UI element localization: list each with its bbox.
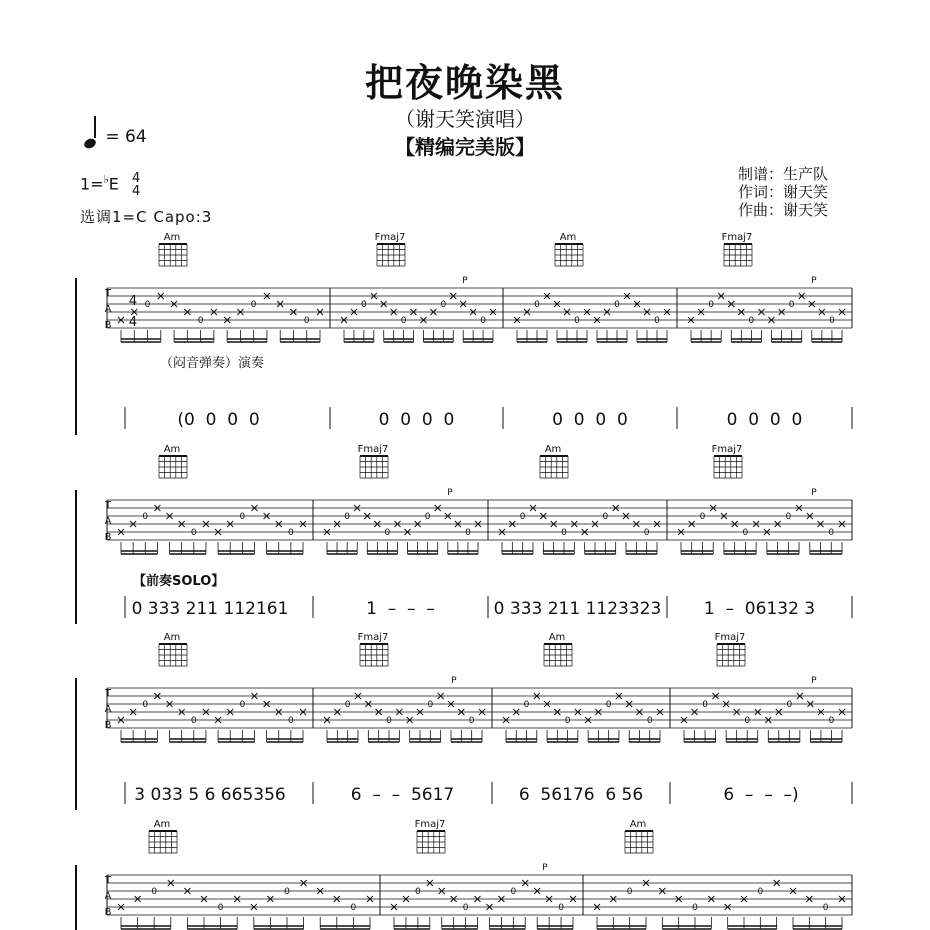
tab-fret-number: 0 <box>344 700 351 710</box>
tab-time-top: 4 <box>128 294 138 309</box>
intro-label: （闷音弹奏）演奏 <box>160 356 265 371</box>
tab-fret-number: 0 <box>303 316 310 326</box>
chord-name: Fmaj7 <box>711 444 743 455</box>
chord-name: Fmaj7 <box>374 232 406 243</box>
tab-clef-b: B <box>104 720 112 731</box>
jianpu-measure: 0 0 0 0 <box>726 410 803 430</box>
tab-clef-a: A <box>104 891 112 902</box>
chord-name: Am <box>544 444 562 455</box>
tab-fret-number: 0 <box>561 528 567 538</box>
tab-fret-number: 0 <box>742 528 749 538</box>
tab-fret-number: 0 <box>440 300 447 310</box>
jianpu-measure: 1 – 06132 3 <box>703 599 816 619</box>
jianpu-measure: 6 – – 5617 <box>350 785 455 805</box>
pull-off-mark: P <box>462 276 468 286</box>
pull-off-mark: P <box>811 276 817 286</box>
tab-fret-number: 0 <box>510 887 517 897</box>
key-note: E <box>108 174 119 194</box>
tab-fret-number: 0 <box>217 903 224 913</box>
credit-lyricist: 作词：谢天笑 <box>738 183 829 201</box>
tab-clef-a: A <box>104 516 112 527</box>
tab-fret-number: 0 <box>284 887 290 897</box>
tab-clef-a: A <box>104 304 112 315</box>
tab-fret-number: 0 <box>465 528 471 538</box>
pull-off-mark: P <box>811 488 817 498</box>
tab-fret-number: 0 <box>692 903 698 913</box>
tab-fret-number: 0 <box>702 700 708 710</box>
tab-fret-number: 0 <box>427 700 434 710</box>
tab-fret-number: 0 <box>699 512 706 522</box>
tab-fret-number: 0 <box>744 716 751 726</box>
tab-fret-number: 0 <box>197 316 204 326</box>
tab-fret-number: 0 <box>574 316 580 326</box>
song-singer: （谢天笑演唱） <box>395 107 535 131</box>
chord-name: Fmaj7 <box>714 632 746 643</box>
tab-fret-number: 0 <box>828 716 835 726</box>
tab-fret-number: 0 <box>519 512 526 522</box>
chord-name: Fmaj7 <box>357 632 389 643</box>
tab-fret-number: 0 <box>287 716 294 726</box>
tab-fret-number: 0 <box>654 316 660 326</box>
pull-off-mark: P <box>542 863 548 873</box>
tab-fret-number: 0 <box>144 300 151 310</box>
chord-name: Am <box>629 819 647 830</box>
tab-fret-number: 0 <box>250 300 257 310</box>
time-bottom: 4 <box>132 184 141 199</box>
jianpu-measure: (0 0 0 0 <box>177 410 260 430</box>
tab-fret-number: 0 <box>646 716 653 726</box>
jianpu-measure: 0 333 211 1123323 <box>493 599 662 619</box>
pull-off-mark: P <box>451 676 457 686</box>
flat-sign: ♭ <box>103 173 109 187</box>
tab-clef-b: B <box>104 907 112 918</box>
tab-fret-number: 0 <box>468 716 475 726</box>
credit-arranger: 制谱：生产队 <box>738 165 829 183</box>
chord-name: Am <box>559 232 577 243</box>
chord-name: Am <box>163 444 181 455</box>
tab-fret-number: 0 <box>788 300 795 310</box>
tab-clef-t: T <box>104 288 112 299</box>
jianpu-measure: 0 0 0 0 <box>552 410 628 430</box>
tab-clef-b: B <box>104 532 112 543</box>
tempo-value: = 64 <box>105 127 147 147</box>
tab-fret-number: 0 <box>643 528 650 538</box>
jianpu-measure: 1 – – – <box>366 599 435 619</box>
tab-fret-number: 0 <box>414 887 421 897</box>
tab-fret-number: 0 <box>400 316 407 326</box>
capo-info: 选调1=C Capo:3 <box>80 208 213 226</box>
jianpu-measure: 0 333 211 112161 <box>131 599 289 619</box>
tab-clef-t: T <box>104 688 112 699</box>
tab-fret-number: 0 <box>239 700 246 710</box>
tab-fret-number: 0 <box>605 700 612 710</box>
solo-label: 【前奏SOLO】 <box>133 574 225 589</box>
song-title: 把夜晚染黑 <box>364 61 565 105</box>
tab-fret-number: 0 <box>386 716 392 726</box>
time-top: 4 <box>132 171 141 186</box>
tab-fret-number: 0 <box>424 512 431 522</box>
chord-name: Fmaj7 <box>357 444 389 455</box>
tab-fret-number: 0 <box>786 700 793 710</box>
tab-fret-number: 0 <box>344 512 351 522</box>
song-edition: 【精编完美版】 <box>395 135 535 159</box>
chord-name: Am <box>163 632 181 643</box>
tab-fret-number: 0 <box>360 300 367 310</box>
tab-fret-number: 0 <box>614 300 620 310</box>
tab-fret-number: 0 <box>829 316 835 326</box>
tab-fret-number: 0 <box>480 316 486 326</box>
chord-name: Fmaj7 <box>414 819 446 830</box>
tab-fret-number: 0 <box>523 700 530 710</box>
tab-fret-number: 0 <box>785 512 792 522</box>
pull-off-mark: P <box>447 488 453 498</box>
tab-fret-number: 0 <box>828 528 835 538</box>
tab-fret-number: 0 <box>142 512 149 522</box>
jianpu-measure: 3 033 5 6 665356 <box>134 785 286 805</box>
tab-fret-number: 0 <box>462 903 469 913</box>
tab-fret-number: 0 <box>190 716 197 726</box>
tab-fret-number: 0 <box>384 528 391 538</box>
tab-fret-number: 0 <box>534 300 540 310</box>
tab-fret-number: 0 <box>558 903 564 913</box>
tab-fret-number: 0 <box>748 316 755 326</box>
tab-fret-number: 0 <box>757 887 764 897</box>
tab-fret-number: 0 <box>151 887 158 897</box>
chord-name: Am <box>548 632 566 643</box>
tab-time-bottom: 4 <box>128 315 138 330</box>
jianpu-measure: 6 56176 6 56 <box>518 785 644 805</box>
tab-fret-number: 0 <box>602 512 609 522</box>
tab-clef-b: B <box>104 320 112 331</box>
tab-fret-number: 0 <box>708 300 715 310</box>
tab-fret-number: 0 <box>564 716 571 726</box>
tab-fret-number: 0 <box>239 512 246 522</box>
credit-composer: 作曲：谢天笑 <box>738 201 829 219</box>
jianpu-measure: 0 0 0 0 <box>378 410 455 430</box>
tab-fret-number: 0 <box>350 903 357 913</box>
tab-fret-number: 0 <box>190 528 197 538</box>
key-prefix: 1= <box>80 174 104 194</box>
tab-fret-number: 0 <box>287 528 294 538</box>
chord-name: Fmaj7 <box>721 232 753 243</box>
tab-fret-number: 0 <box>142 700 149 710</box>
jianpu-measure: 6 – – –) <box>723 785 799 805</box>
tab-fret-number: 0 <box>626 887 633 897</box>
chord-name: Am <box>163 232 181 243</box>
tab-fret-number: 0 <box>822 903 829 913</box>
pull-off-mark: P <box>811 676 817 686</box>
tab-clef-t: T <box>104 500 112 511</box>
chord-name: Am <box>153 819 171 830</box>
tab-clef-a: A <box>104 704 112 715</box>
tab-clef-t: T <box>104 875 112 886</box>
